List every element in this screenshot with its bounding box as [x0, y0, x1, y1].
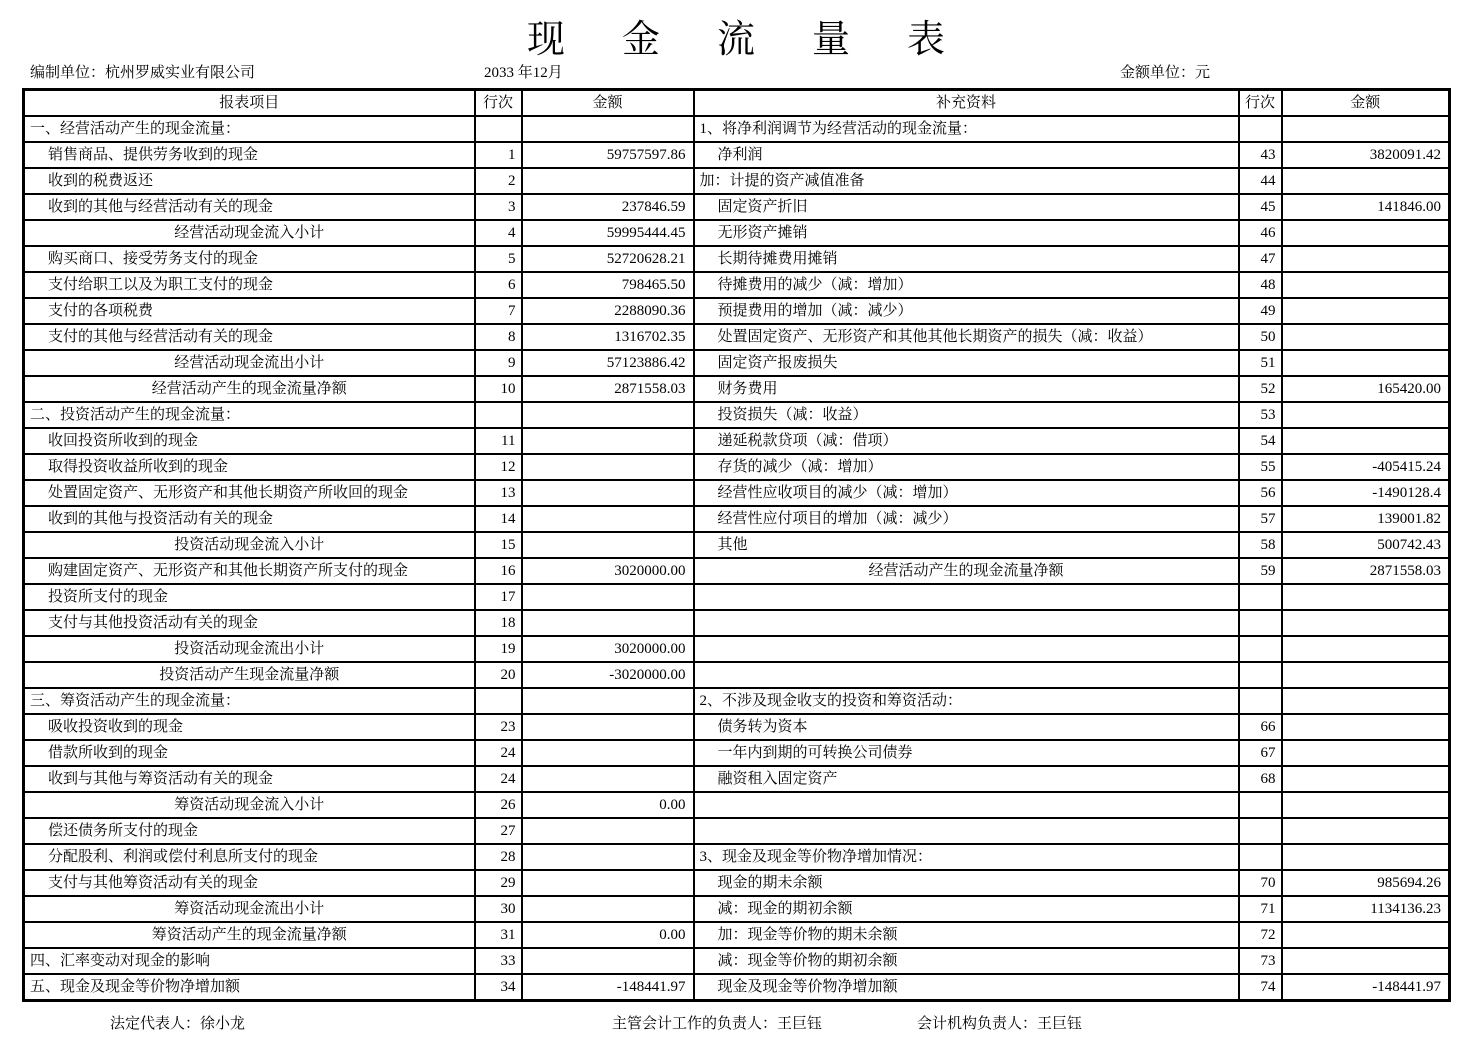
right-line-no-cell: 68 — [1239, 766, 1282, 792]
right-line-no-cell: 71 — [1239, 896, 1282, 922]
left-amount-cell: 237846.59 — [522, 194, 694, 220]
legal-representative-label: 法定代表人：徐小龙 — [110, 1016, 246, 1032]
right-amount-cell — [1282, 272, 1450, 298]
left-item-cell: 四、汇率变动对现金的影响 — [24, 948, 475, 974]
table-row — [24, 506, 1450, 532]
left-item-cell: 收到的其他与投资活动有关的现金 — [24, 506, 475, 532]
right-item-cell: 加：现金等价物的期未余额 — [694, 922, 1239, 948]
right-amount-cell — [1282, 844, 1450, 870]
right-amount-cell: 165420.00 — [1282, 376, 1450, 402]
left-line-no-cell: 8 — [475, 324, 522, 350]
left-line-no-cell — [475, 688, 522, 714]
left-line-no-cell: 19 — [475, 636, 522, 662]
right-line-no-cell: 55 — [1239, 454, 1282, 480]
table-row — [24, 350, 1450, 376]
right-amount-cell — [1282, 636, 1450, 662]
right-line-no-cell — [1239, 688, 1282, 714]
left-amount-cell: -3020000.00 — [522, 662, 694, 688]
right-amount-cell — [1282, 324, 1450, 350]
right-line-no-cell — [1239, 792, 1282, 818]
right-item-cell: 存货的减少（减：增加） — [694, 454, 1239, 480]
table-row — [24, 168, 1450, 194]
right-line-no-cell: 52 — [1239, 376, 1282, 402]
right-item-cell: 一年内到期的可转换公司债券 — [694, 740, 1239, 766]
right-item-cell: 3、现金及现金等价物净增加情况： — [694, 844, 1239, 870]
right-item-cell: 无形资产摊销 — [694, 220, 1239, 246]
right-line-no-cell: 53 — [1239, 402, 1282, 428]
right-line-no-cell: 46 — [1239, 220, 1282, 246]
right-amount-cell: 1134136.23 — [1282, 896, 1450, 922]
right-item-cell: 现金的期未余额 — [694, 870, 1239, 896]
left-item-cell: 销售商品、提供劳务收到的现金 — [24, 142, 475, 168]
left-line-no-cell: 29 — [475, 870, 522, 896]
right-amount-cell — [1282, 584, 1450, 610]
left-item-cell: 购买商口、接受劳务支付的现金 — [24, 246, 475, 272]
right-amount-cell: 985694.26 — [1282, 870, 1450, 896]
left-amount-cell — [522, 766, 694, 792]
left-line-no-cell: 12 — [475, 454, 522, 480]
left-item-cell: 投资活动现金流入小计 — [24, 532, 475, 558]
table-row — [24, 636, 1450, 662]
right-item-cell: 待摊费用的减少（减：增加） — [694, 272, 1239, 298]
table-row — [24, 974, 1450, 1001]
left-line-no-cell: 18 — [475, 610, 522, 636]
right-line-no-cell — [1239, 610, 1282, 636]
left-item-cell: 投资活动产生现金流量净额 — [24, 662, 475, 688]
left-line-no-cell: 33 — [475, 948, 522, 974]
right-item-cell — [694, 636, 1239, 662]
left-item-cell: 二、投资活动产生的现金流量： — [24, 402, 475, 428]
table-row — [24, 688, 1450, 714]
column-header-item-left: 报表项目 — [24, 90, 475, 117]
right-item-cell: 经营性应收项目的减少（减：增加） — [694, 480, 1239, 506]
right-line-no-cell: 56 — [1239, 480, 1282, 506]
right-line-no-cell: 70 — [1239, 870, 1282, 896]
right-item-cell — [694, 792, 1239, 818]
right-item-cell: 其他 — [694, 532, 1239, 558]
right-amount-cell — [1282, 818, 1450, 844]
right-amount-cell — [1282, 610, 1450, 636]
right-item-cell — [694, 584, 1239, 610]
right-item-cell: 现金及现金等价物净增加额 — [694, 974, 1239, 1001]
left-amount-cell — [522, 948, 694, 974]
right-amount-cell: -1490128.4 — [1282, 480, 1450, 506]
left-item-cell: 支付的其他与经营活动有关的现金 — [24, 324, 475, 350]
column-header-line-right: 行次 — [1239, 90, 1282, 117]
cash-flow-table — [22, 88, 1451, 1002]
right-amount-cell: 139001.82 — [1282, 506, 1450, 532]
left-item-cell: 收到与其他与筹资活动有关的现金 — [24, 766, 475, 792]
prepared-by-label: 编制单位：杭州罗威实业有限公司 — [30, 65, 256, 81]
left-item-cell: 三、筹资活动产生的现金流量： — [24, 688, 475, 714]
left-line-no-cell: 1 — [475, 142, 522, 168]
left-line-no-cell: 24 — [475, 766, 522, 792]
column-header-amount-left: 金额 — [522, 90, 694, 117]
left-amount-cell: 0.00 — [522, 922, 694, 948]
left-item-cell: 收到的税费返还 — [24, 168, 475, 194]
left-amount-cell — [522, 506, 694, 532]
left-item-cell: 经营活动现金流出小计 — [24, 350, 475, 376]
left-line-no-cell: 28 — [475, 844, 522, 870]
left-amount-cell: 59995444.45 — [522, 220, 694, 246]
left-line-no-cell: 31 — [475, 922, 522, 948]
right-line-no-cell: 66 — [1239, 714, 1282, 740]
table-row — [24, 558, 1450, 584]
left-item-cell: 筹资活动产生的现金流量净额 — [24, 922, 475, 948]
table-row — [24, 584, 1450, 610]
left-item-cell: 取得投资收益所收到的现金 — [24, 454, 475, 480]
right-line-no-cell: 54 — [1239, 428, 1282, 454]
left-item-cell: 支付与其他筹资活动有关的现金 — [24, 870, 475, 896]
left-amount-cell: 1316702.35 — [522, 324, 694, 350]
left-line-no-cell: 30 — [475, 896, 522, 922]
left-amount-cell: 3020000.00 — [522, 558, 694, 584]
left-line-no-cell: 20 — [475, 662, 522, 688]
right-amount-cell — [1282, 792, 1450, 818]
right-line-no-cell: 47 — [1239, 246, 1282, 272]
right-item-cell: 处置固定资产、无形资产和其他其他长期资产的损失（减：收益） — [694, 324, 1239, 350]
left-line-no-cell: 13 — [475, 480, 522, 506]
table-row — [24, 220, 1450, 246]
table-row — [24, 844, 1450, 870]
table-row — [24, 480, 1450, 506]
right-line-no-cell: 67 — [1239, 740, 1282, 766]
right-item-cell: 递延税款贷项（减：借项） — [694, 428, 1239, 454]
right-item-cell: 债务转为资本 — [694, 714, 1239, 740]
table-row — [24, 792, 1450, 818]
left-amount-cell: -148441.97 — [522, 974, 694, 1001]
right-amount-cell — [1282, 350, 1450, 376]
right-amount-cell — [1282, 714, 1450, 740]
right-item-cell: 投资损失（减：收益） — [694, 402, 1239, 428]
left-line-no-cell: 17 — [475, 584, 522, 610]
right-amount-cell — [1282, 168, 1450, 194]
left-amount-cell: 2288090.36 — [522, 298, 694, 324]
right-item-cell: 减：现金等价物的期初余额 — [694, 948, 1239, 974]
right-amount-cell — [1282, 116, 1450, 142]
table-row — [24, 896, 1450, 922]
left-amount-cell: 798465.50 — [522, 272, 694, 298]
left-amount-cell — [522, 116, 694, 142]
left-item-cell: 支付与其他投资活动有关的现金 — [24, 610, 475, 636]
left-item-cell: 支付的各项税费 — [24, 298, 475, 324]
left-line-no-cell: 34 — [475, 974, 522, 1001]
right-item-cell: 净利润 — [694, 142, 1239, 168]
left-item-cell: 支付给职工以及为职工支付的现金 — [24, 272, 475, 298]
column-header-amount-right: 金额 — [1282, 90, 1450, 117]
right-amount-cell: 500742.43 — [1282, 532, 1450, 558]
table-row — [24, 194, 1450, 220]
left-item-cell: 购建固定资产、无形资产和其他长期资产所支付的现金 — [24, 558, 475, 584]
left-line-no-cell: 15 — [475, 532, 522, 558]
table-row — [24, 142, 1450, 168]
left-amount-cell — [522, 168, 694, 194]
table-row — [24, 402, 1450, 428]
left-line-no-cell: 3 — [475, 194, 522, 220]
table-body — [24, 116, 1450, 1001]
left-amount-cell — [522, 584, 694, 610]
left-amount-cell — [522, 714, 694, 740]
right-item-cell: 长期待摊费用摊销 — [694, 246, 1239, 272]
left-line-no-cell: 14 — [475, 506, 522, 532]
table-row — [24, 870, 1450, 896]
right-line-no-cell: 58 — [1239, 532, 1282, 558]
left-amount-cell: 52720628.21 — [522, 246, 694, 272]
left-amount-cell — [522, 740, 694, 766]
left-amount-cell: 3020000.00 — [522, 636, 694, 662]
right-line-no-cell: 49 — [1239, 298, 1282, 324]
right-item-cell: 财务费用 — [694, 376, 1239, 402]
table-row — [24, 272, 1450, 298]
right-item-cell: 固定资产报废损失 — [694, 350, 1239, 376]
right-line-no-cell: 51 — [1239, 350, 1282, 376]
left-item-cell: 吸收投资收到的现金 — [24, 714, 475, 740]
left-item-cell: 经营活动产生的现金流量净额 — [24, 376, 475, 402]
right-item-cell: 减：现金的期初余额 — [694, 896, 1239, 922]
right-amount-cell: -148441.97 — [1282, 974, 1450, 1001]
table-row — [24, 532, 1450, 558]
left-line-no-cell: 2 — [475, 168, 522, 194]
left-item-cell: 投资所支付的现金 — [24, 584, 475, 610]
right-line-no-cell: 73 — [1239, 948, 1282, 974]
right-item-cell: 2、不涉及现金收支的投资和筹资活动： — [694, 688, 1239, 714]
left-item-cell: 收到的其他与经营活动有关的现金 — [24, 194, 475, 220]
left-line-no-cell: 23 — [475, 714, 522, 740]
right-amount-cell — [1282, 766, 1450, 792]
table-row — [24, 948, 1450, 974]
right-line-no-cell — [1239, 818, 1282, 844]
right-amount-cell — [1282, 740, 1450, 766]
right-amount-cell — [1282, 298, 1450, 324]
right-amount-cell — [1282, 246, 1450, 272]
accounting-supervisor-label: 主管会计工作的负责人：王巨钰 — [612, 1016, 823, 1032]
page-title: 现金流量表 — [526, 19, 1002, 61]
left-line-no-cell: 4 — [475, 220, 522, 246]
right-line-no-cell — [1239, 584, 1282, 610]
table-row — [24, 246, 1450, 272]
left-amount-cell: 57123886.42 — [522, 350, 694, 376]
column-header-line-left: 行次 — [475, 90, 522, 117]
table-row — [24, 376, 1450, 402]
left-line-no-cell: 11 — [475, 428, 522, 454]
left-amount-cell — [522, 688, 694, 714]
left-amount-cell — [522, 870, 694, 896]
left-item-cell: 偿还债务所支付的现金 — [24, 818, 475, 844]
right-amount-cell — [1282, 922, 1450, 948]
currency-unit-label: 金额单位：元 — [1120, 65, 1211, 81]
left-item-cell: 一、经营活动产生的现金流量： — [24, 116, 475, 142]
left-line-no-cell: 26 — [475, 792, 522, 818]
right-item-cell — [694, 818, 1239, 844]
right-line-no-cell — [1239, 636, 1282, 662]
right-amount-cell: 141846.00 — [1282, 194, 1450, 220]
left-line-no-cell: 7 — [475, 298, 522, 324]
left-amount-cell: 2871558.03 — [522, 376, 694, 402]
right-amount-cell — [1282, 402, 1450, 428]
left-amount-cell — [522, 610, 694, 636]
right-amount-cell — [1282, 662, 1450, 688]
right-amount-cell — [1282, 220, 1450, 246]
table-row — [24, 298, 1450, 324]
right-line-no-cell: 59 — [1239, 558, 1282, 584]
table-row — [24, 818, 1450, 844]
left-item-cell: 分配股利、利润或偿付利息所支付的现金 — [24, 844, 475, 870]
table-row — [24, 662, 1450, 688]
accounting-department-head-label: 会计机构负责人：王巨钰 — [917, 1016, 1083, 1032]
right-line-no-cell: 57 — [1239, 506, 1282, 532]
report-period: 2033 年12月 — [484, 65, 563, 81]
left-amount-cell: 0.00 — [522, 792, 694, 818]
right-amount-cell: 2871558.03 — [1282, 558, 1450, 584]
left-item-cell: 借款所收到的现金 — [24, 740, 475, 766]
left-line-no-cell: 5 — [475, 246, 522, 272]
table-row — [24, 454, 1450, 480]
table-header-row — [24, 90, 1450, 117]
right-amount-cell — [1282, 428, 1450, 454]
left-line-no-cell: 16 — [475, 558, 522, 584]
left-item-cell: 五、现金及现金等价物净增加额 — [24, 974, 475, 1001]
right-line-no-cell: 72 — [1239, 922, 1282, 948]
right-amount-cell: -405415.24 — [1282, 454, 1450, 480]
right-line-no-cell — [1239, 662, 1282, 688]
left-item-cell: 收回投资所收到的现金 — [24, 428, 475, 454]
left-line-no-cell: 27 — [475, 818, 522, 844]
column-header-item-right: 补充资料 — [694, 90, 1239, 117]
left-line-no-cell — [475, 402, 522, 428]
right-amount-cell: 3820091.42 — [1282, 142, 1450, 168]
right-item-cell — [694, 610, 1239, 636]
right-amount-cell — [1282, 688, 1450, 714]
right-line-no-cell: 45 — [1239, 194, 1282, 220]
table-row — [24, 428, 1450, 454]
left-line-no-cell: 10 — [475, 376, 522, 402]
left-amount-cell — [522, 532, 694, 558]
right-line-no-cell: 50 — [1239, 324, 1282, 350]
table-row — [24, 324, 1450, 350]
left-amount-cell — [522, 896, 694, 922]
table-row — [24, 714, 1450, 740]
left-item-cell: 筹资活动现金流出小计 — [24, 896, 475, 922]
right-line-no-cell — [1239, 844, 1282, 870]
table-row — [24, 610, 1450, 636]
right-item-cell: 融资租入固定资产 — [694, 766, 1239, 792]
table-row — [24, 740, 1450, 766]
right-item-cell: 经营性应付项目的增加（减：减少） — [694, 506, 1239, 532]
left-amount-cell — [522, 480, 694, 506]
left-item-cell: 筹资活动现金流入小计 — [24, 792, 475, 818]
right-amount-cell — [1282, 948, 1450, 974]
left-line-no-cell: 24 — [475, 740, 522, 766]
left-item-cell: 经营活动现金流入小计 — [24, 220, 475, 246]
right-item-cell: 加：计提的资产减值准备 — [694, 168, 1239, 194]
right-item-cell: 经营活动产生的现金流量净额 — [694, 558, 1239, 584]
table-row — [24, 922, 1450, 948]
right-line-no-cell: 44 — [1239, 168, 1282, 194]
right-line-no-cell: 74 — [1239, 974, 1282, 1001]
left-amount-cell — [522, 428, 694, 454]
right-item-cell: 1、将净利润调节为经营活动的现金流量： — [694, 116, 1239, 142]
left-amount-cell — [522, 844, 694, 870]
table-row — [24, 766, 1450, 792]
right-item-cell: 固定资产折旧 — [694, 194, 1239, 220]
left-amount-cell — [522, 818, 694, 844]
left-amount-cell — [522, 454, 694, 480]
left-line-no-cell: 9 — [475, 350, 522, 376]
right-line-no-cell: 48 — [1239, 272, 1282, 298]
left-amount-cell: 59757597.86 — [522, 142, 694, 168]
right-line-no-cell — [1239, 116, 1282, 142]
left-item-cell: 处置固定资产、无形资产和其他长期资产所收回的现金 — [24, 480, 475, 506]
right-line-no-cell: 43 — [1239, 142, 1282, 168]
left-line-no-cell: 6 — [475, 272, 522, 298]
right-item-cell — [694, 662, 1239, 688]
left-item-cell: 投资活动现金流出小计 — [24, 636, 475, 662]
left-line-no-cell — [475, 116, 522, 142]
table-row — [24, 116, 1450, 142]
left-amount-cell — [522, 402, 694, 428]
right-item-cell: 预提费用的增加（减：减少） — [694, 298, 1239, 324]
